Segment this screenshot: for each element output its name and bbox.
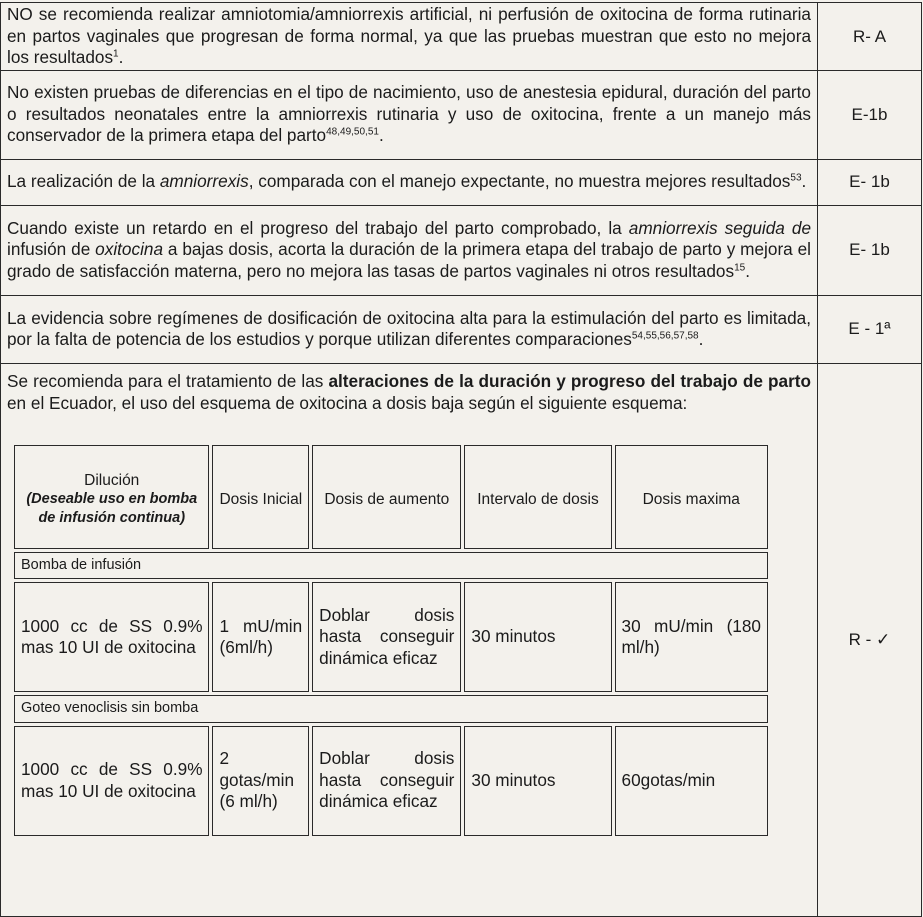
section-row xyxy=(14,695,768,723)
statement-text: No existen pruebas de diferencias en el tipo de nacimiento, uso de anestesia epidural, duración del parto o resultados neonatales entre la amniorrexis rutinaria y uso de oxitocina, frente a un manejo más conservador de la primera etapa del parto xyxy=(7,82,811,146)
cell-dilution: 1000 cc de SS 0.9% mas 10 UI de oxitocina xyxy=(14,582,209,692)
dosing-header-row xyxy=(14,445,768,549)
reference-sup: 1 xyxy=(113,48,119,60)
level-cell: E- 1b xyxy=(818,205,922,295)
recommendation-pre: Se recomienda para el tratamiento de las xyxy=(7,370,329,391)
level-cell: R - ✓ xyxy=(818,363,922,916)
header-dilution-note: (Deseable uso en bomba de infusión continua) xyxy=(26,491,198,526)
table-row xyxy=(1,363,922,916)
section-row xyxy=(14,552,768,580)
recommendation-text xyxy=(7,370,811,414)
table-row xyxy=(14,726,768,836)
statement-cell xyxy=(1,3,818,71)
level-cell: E-1b xyxy=(818,70,922,159)
header-increase: Dosis de aumento xyxy=(312,445,461,549)
header-max: Dosis maxima xyxy=(615,445,768,549)
cell-interval: 30 minutos xyxy=(464,726,611,836)
statement-text: La evidencia sobre regímenes de dosificación de oxitocina alta para la estimulación del parto es limitada, por la falta de potencia de los estudios y porque utilizan diferentes comparaciones xyxy=(7,307,811,349)
recommendation-bold: alteraciones de la duración y progreso del trabajo de parto xyxy=(328,370,811,391)
statement-end: . xyxy=(698,329,704,349)
level-cell: E- 1b xyxy=(818,159,922,205)
statement-cell xyxy=(1,295,818,363)
dosing-table xyxy=(11,442,771,839)
table-row xyxy=(1,295,922,363)
statement-cell xyxy=(1,205,818,295)
recommendation-cell xyxy=(1,363,818,916)
section-pump: Bomba de infusión xyxy=(14,552,768,580)
cell-increase: Doblar dosis hasta conseguir dinámica eficaz xyxy=(312,582,461,692)
header-initial: Dosis Inicial xyxy=(212,445,309,549)
cell-interval: 30 minutos xyxy=(464,582,611,692)
reference-sup: 15 xyxy=(734,262,746,274)
table-row xyxy=(1,159,922,205)
statement-end: . xyxy=(378,125,384,146)
statement-text: a bajas dosis, acorta la duración de la primera etapa del trabajo de parto y mejora el grado de satisfacción materna, pero no mejora las tasas de partos vaginales ni otros resultados xyxy=(7,239,811,281)
table-row xyxy=(1,3,922,71)
statement-text: infusión de xyxy=(7,239,96,260)
statement-text: , comparada con el manejo expectante, no muestra mejores resultados xyxy=(248,171,791,192)
evidence-table xyxy=(0,2,922,917)
statement-cell xyxy=(1,159,818,205)
cell-dilution: 1000 cc de SS 0.9% mas 10 UI de oxitocina xyxy=(14,726,209,836)
reference-sup: 53 xyxy=(790,172,802,184)
italic-term: oxitocina xyxy=(95,239,164,260)
statement-text: La realización de la xyxy=(7,171,160,192)
statement-end: . xyxy=(745,260,750,281)
table-row xyxy=(14,582,768,692)
cell-initial: 2 gotas/min (6 ml/h) xyxy=(212,726,309,836)
cell-max: 30 mU/min (180 ml/h) xyxy=(615,582,768,692)
italic-term: amniorrexis seguida de xyxy=(628,217,812,238)
header-dilution-label: Dilución xyxy=(84,472,140,489)
reference-sup: 48,49,50,51 xyxy=(326,126,379,138)
statement-cell xyxy=(1,70,818,159)
statement-text: NO se recomienda realizar amniotomia/amniorrexis artificial, ni perfusión de oxitocina de forma rutinaria en partos vaginales que progresan de forma normal, ya que las pruebas muestran que esto no mejora los resultados xyxy=(7,4,811,67)
statement-end: . xyxy=(801,171,807,192)
statement-text: Cuando existe un retardo en el progreso del trabajo del parto comprobado, la xyxy=(7,217,629,238)
italic-term: amniorrexis xyxy=(159,171,249,192)
cell-max: 60gotas/min xyxy=(615,726,768,836)
cell-initial: 1 mU/min (6ml/h) xyxy=(212,582,309,692)
statement-end: . xyxy=(118,47,124,67)
header-interval: Intervalo de dosis xyxy=(464,445,611,549)
table-row xyxy=(1,70,922,159)
level-cell: E - 1ª xyxy=(818,295,922,363)
cell-increase: Doblar dosis hasta conseguir dinámica eficaz xyxy=(312,726,461,836)
table-row xyxy=(1,205,922,295)
header-dilution xyxy=(14,445,209,549)
section-drip: Goteo venoclisis sin bomba xyxy=(14,695,768,723)
reference-sup: 54,55,56,57,58 xyxy=(631,330,699,342)
level-cell: R- A xyxy=(818,3,922,71)
recommendation-post: en el Ecuador, el uso del esquema de oxitocina a dosis baja según el siguiente esquema: xyxy=(7,392,688,413)
